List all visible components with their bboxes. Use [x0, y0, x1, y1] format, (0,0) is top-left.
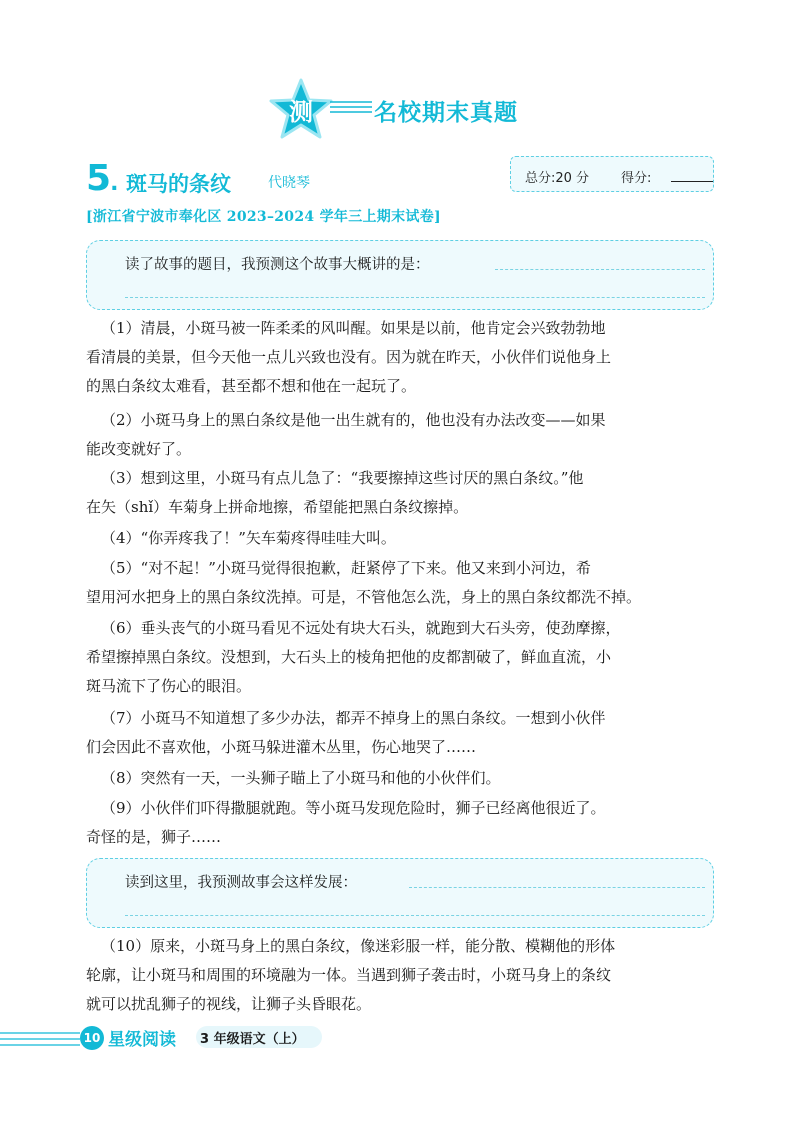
lesson-number-dot: . — [110, 171, 118, 196]
prediction-prompt-2: 读到这里，我预测故事会这样发展： — [125, 875, 357, 891]
paragraph-line: （2）小斑马身上的黑白条纹是他一出生就有的，他也没有办法改变——如果 — [101, 411, 606, 429]
prediction-box-2 — [86, 858, 714, 928]
book-title: 3 年级语文（上） — [200, 1032, 305, 1047]
paragraph-line: 希望擦掉黑白条纹。没想到，大石头上的棱角把他的皮都割破了，鲜血直流，小 — [86, 648, 612, 666]
paragraph-line: 轮廓，让小斑马和周围的环境融为一体。当遇到狮子袭击时，小斑马身上的条纹 — [86, 966, 612, 984]
paragraph-line: （1）清晨，小斑马被一阵柔柔的风叫醒。如果是以前，他肯定会兴致勃勃地 — [101, 319, 606, 337]
star-badge-char: 测 — [289, 98, 313, 126]
story-paragraph-9 — [86, 794, 718, 852]
story-paragraph-5 — [86, 554, 718, 612]
story-paragraph-3 — [86, 464, 718, 522]
answer-line[interactable] — [409, 887, 705, 888]
paragraph-line: （6）垂头丧气的小斑马看见不远处有块大石头，就跑到大石头旁，使劲摩擦， — [101, 619, 621, 637]
paragraph-line: 就可以扰乱狮子的视线，让狮子头昏眼花。 — [86, 995, 372, 1013]
prediction-box-1 — [86, 240, 714, 310]
exam-source: [浙江省宁波市奉化区 2023–2024 学年三上期末试卷] — [86, 209, 441, 225]
paragraph-line: 望用河水把身上的黑白条纹洗掉。可是，不管他怎么洗，身上的黑白条纹都洗不掉。 — [86, 588, 642, 606]
story-paragraph-1 — [86, 314, 718, 401]
story-paragraph-4 — [86, 524, 718, 553]
paragraph-line: （4）“你弄疼我了！”矢车菊疼得哇哇大叫。 — [101, 529, 396, 547]
answer-line[interactable] — [125, 915, 705, 916]
score-got-label: 得分: — [621, 171, 652, 186]
footer-decor-lines — [0, 1030, 80, 1048]
lesson-author: 代晓琴 — [268, 175, 310, 191]
story-paragraph-2 — [86, 406, 718, 464]
lesson-number-value: 5 — [86, 158, 111, 199]
paragraph-line: （9）小伙伴们吓得撒腿就跑。等小斑马发现危险时，狮子已经离他很近了。 — [101, 799, 606, 817]
lesson-number — [86, 158, 117, 199]
paragraph-line: （5）“对不起！”小斑马觉得很抱歉，赶紧停了下来。他又来到小河边，希 — [101, 559, 591, 577]
star-badge-icon — [268, 78, 334, 140]
score-box — [510, 156, 714, 192]
paragraph-line: 们会因此不喜欢他，小斑马躲进灌木丛里，伤心地哭了…… — [86, 738, 477, 756]
paragraph-line: 的黑白条纹太难看，甚至都不想和他在一起玩了。 — [86, 377, 417, 395]
answer-line[interactable] — [495, 269, 705, 270]
paragraph-line: 在矢（shǐ）车菊身上拼命地擦，希望能把黑白条纹擦掉。 — [86, 498, 469, 516]
brand-name: 星级阅读 — [108, 1030, 176, 1050]
story-paragraph-6 — [86, 614, 718, 701]
paragraph-line: 奇怪的是，狮子…… — [86, 828, 222, 846]
story-paragraph-8 — [86, 764, 718, 793]
score-blank[interactable] — [671, 181, 713, 182]
section-title: 名校期末真题 — [374, 100, 518, 126]
paragraph-line: （3）想到这里，小斑马有点儿急了：“我要擦掉这些讨厌的黑白条纹。”他 — [101, 469, 584, 487]
story-paragraph-10 — [86, 932, 718, 1019]
paragraph-line: 看清晨的美景，但今天他一点儿兴致也没有。因为就在昨天，小伙伴们说他身上 — [86, 348, 612, 366]
paragraph-line: （7）小斑马不知道想了多少办法，都弄不掉身上的黑白条纹。一想到小伙伴 — [101, 709, 606, 727]
section-header — [268, 78, 548, 138]
page-footer — [0, 1024, 800, 1054]
lesson-title: 斑马的条纹 — [126, 171, 231, 196]
paragraph-line: 斑马流下了伤心的眼泪。 — [86, 677, 252, 695]
paragraph-line: 能改变就好了。 — [86, 440, 192, 458]
page-number: 10 — [80, 1026, 104, 1050]
paragraph-line: （10）原来，小斑马身上的黑白条纹，像迷彩服一样，能分散、模糊他的形体 — [101, 937, 616, 955]
story-paragraph-7 — [86, 704, 718, 762]
prediction-prompt-1: 读了故事的题目，我预测这个故事大概讲的是： — [125, 257, 430, 273]
paragraph-line: （8）突然有一天，一头狮子瞄上了小斑马和他的小伙伴们。 — [101, 769, 501, 787]
answer-line[interactable] — [125, 297, 705, 298]
score-total: 总分:20 分 — [525, 171, 590, 186]
header-decor-lines — [330, 100, 372, 114]
